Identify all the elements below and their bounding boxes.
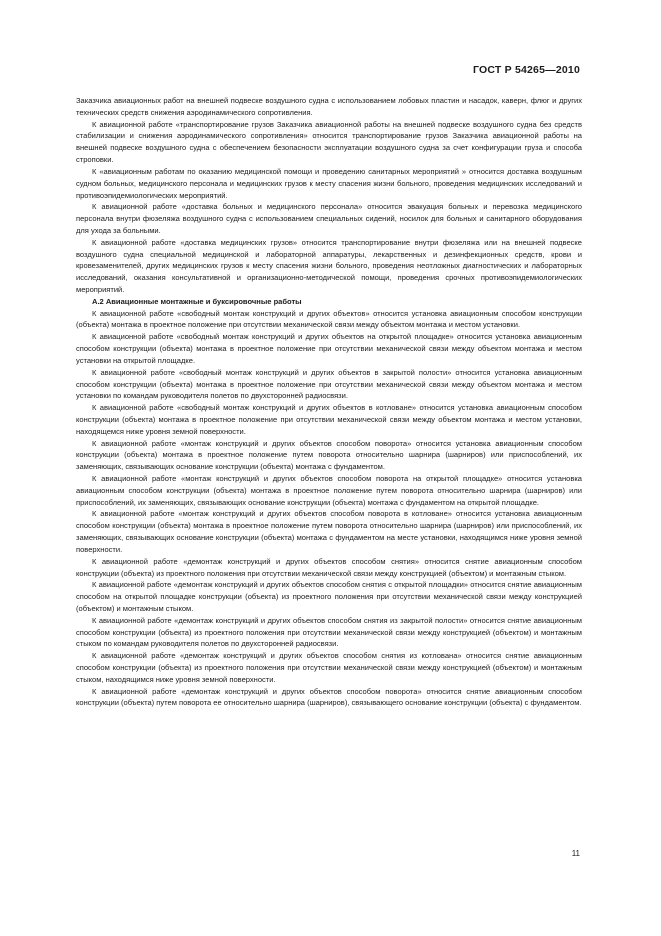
paragraph: К авиационной работе «свободный монтаж конструкций и других объектов» относится установка авиационным способом конструкции (объекта) монтажа в проектное положение при отсутствии механической связи между объектом монтажа и местом установки. (76, 308, 582, 330)
page-number: 11 (571, 849, 580, 858)
paragraph: К авиационной работе «монтаж конструкций и других объектов способом поворота» относится установка авиационным способом конструкции (объекта) монтажа в проектное положение путем поворота относительно шарнира (шарниров) или приспособлений, их заменяющих, связывающих основание конструкции (объекта) монтажа с фундаментом. (76, 438, 582, 472)
paragraph: К авиационной работе «свободный монтаж конструкций и других объектов в закрытой полости» относится установка авиационным способом конструкции (объекта) монтажа в проектное положение при отсутствии механической связи между объектом монтажа и местом установки по командам руководителя полетов по двухсторонней радиосвязи. (76, 367, 582, 401)
paragraph: К авиационной работе «транспортирование грузов Заказчика авиационной работы на внешней подвеске воздушного судна без средств стабилизации и снижения аэродинамического сопротивления» относится транспортирование грузов Заказчика авиационной работы на внешней подвеске воздушного судна с обеспечением безопасности эксплуатации воздушного судна за счет конфигурации груза и способа строповки. (76, 119, 582, 165)
paragraph: К «авиационным работам по оказанию медицинской помощи и проведению санитарных мероприятий » относится доставка воздушным судном больных, медицинского персонала и медицинских грузов к месту спасения жизни больного, проведения медицинских исследований и противоэпидемиологических мероприятий. (76, 166, 582, 200)
section-heading: А.2 Авиационные монтажные и буксировочные работы (92, 296, 302, 306)
paragraph: К авиационной работе «свободный монтаж конструкций и других объектов в котловане» относится установка авиационным способом конструкции (объекта) монтажа в проектное положение при отсутствии механической связи между объектом монтажа и местом установки, находящемся ниже уровня земной поверхности. (76, 403, 582, 436)
paragraph: К авиационной работе «демонтаж конструкций и других объектов способом снятия из котлована» относится снятие авиационным способом конструкции (объекта) из проектного положения при отсутствии механической связи между конструкцией (объектом) и монтажным стыком, находящимся ниже уровня земной поверхности. (76, 651, 582, 684)
paragraph-continuation: Заказчика авиационных работ на внешней подвеске воздушного судна с использованием лобовых пластин и насадок, каверн, флюг и других технических средств снижения аэродинамического сопротивления. (76, 96, 582, 117)
paragraph: К авиационной работе «доставка медицинских грузов» относится транспортирование внутри фюзеляжа или на внешней подвеске воздушного судна специальной медицинской и лабораторной аппаратуры, лекарственных и дезинфекционных средств, крови и кровезаменителей, других медицинских грузов к месту спасения жизни больного, проведения неотложных диагностических и лабораторных исследований, оказания консультативной и организационно-методической помощи, проведения срочных противоэпидемиологических мероприятий. (76, 237, 582, 294)
paragraph: К авиационной работе «демонтаж конструкций и других объектов способом снятия из закрытой полости» относится снятие авиационным способом конструкции (объекта) из проектного положения при отсутствии механической связи между конструкцией (объектом) и монтажным стыком по командам руководителя полетов по двухсторонней радиосвязи. (76, 615, 582, 649)
paragraph: К авиационной работе «монтаж конструкций и других объектов способом поворота в котловане» относится установка авиационным способом конструкции (объекта) монтажа в проектное положение путем поворота относительно шарнира (шарниров) или приспособлений, их заменяющих, связывающих основание конструкции (объекта) монтажа с фундаментом на месте установки, находящимся ниже уровня земной поверхности. (76, 509, 582, 554)
paragraph: К авиационной работе «свободный монтаж конструкций и других объектов на открытой площадке» относится установка авиационным способом конструкции (объекта) монтажа в проектное положение при отсутствии механической связи между объектом монтажа и местом установки на открытой площадке. (76, 332, 582, 365)
paragraph: К авиационной работе «демонтаж конструкций и других объектов способом снятия» относится снятие авиационным способом конструкции (объекта) из проектного положения при отсутствии механической связи между конструкцией (объектом) и монтажным стыком. (76, 556, 582, 578)
document-code-header: ГОСТ Р 54265—2010 (472, 64, 580, 76)
paragraph: К авиационной работе «доставка больных и медицинского персонала» относится эвакуация больных и перевозка медицинского персонала внутри фюзеляжа воздушного судна с использованием специальных сидений, носилок для больных и санитарного оборудования для ухода за больными. (76, 202, 582, 235)
paragraph: К авиационной работе «монтаж конструкций и других объектов способом поворота на открытой площадке» относится установка авиационным способом конструкции (объекта) монтажа в проектное положение путем поворота относительно шарнира (шарниров) или приспособлений, их заменяющих, связывающих основание конструкции (объекта) монтажа с фундаментом на открытой площадке. (76, 474, 582, 507)
paragraph: К авиационной работе «демонтаж конструкций и других объектов способом снятия с открытой площадки» относится снятие авиационным способом на открытой площадке конструкции (объекта) из проектного положения при отсутствии механической связи между конструкцией (объектом) и монтажным стыком. (76, 580, 582, 613)
paragraph: К авиационной работе «демонтаж конструкций и других объектов способом поворота» относится снятие авиационным способом конструкции (объекта) путем поворота ее относительно шарнира (шарниров), связывающего основание конструкции (объекта) с фундаментом. (76, 686, 582, 708)
body-text (76, 95, 582, 709)
